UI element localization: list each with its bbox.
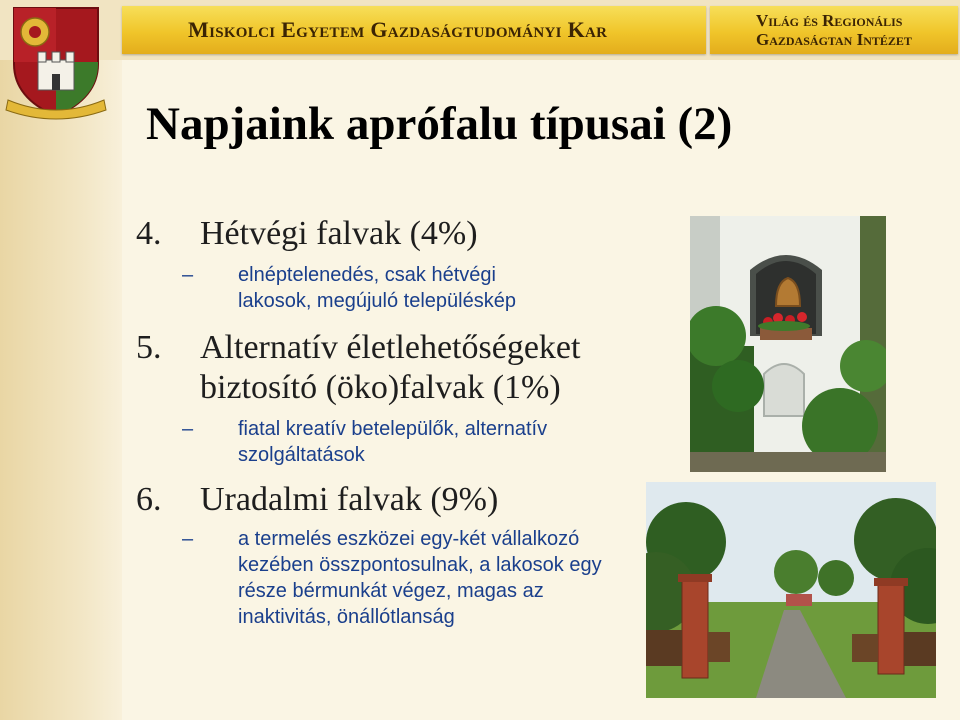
list-item-weekend-villages: [136, 214, 636, 254]
dash-bullet: –: [182, 264, 194, 286]
item-heading: Uradalmi falvak (9%): [200, 481, 499, 518]
sub-item-text-line: része bérmunkát végez, magas az: [238, 580, 544, 602]
sub-item-text-line: lakosok, megújuló településkép: [238, 290, 516, 312]
institute-banner: [710, 6, 958, 54]
item-number: 6.: [136, 481, 162, 518]
item-number: 5.: [136, 329, 162, 366]
manor-gate-illustration: [646, 482, 936, 698]
sub-item-estate-villages: [182, 526, 642, 630]
dash-bullet: –: [182, 418, 194, 440]
list-item-estate-villages: [136, 480, 636, 520]
sub-item-text-line: kezében összpontosulnak, a lakosok egy: [238, 554, 602, 576]
item-heading: Hétvégi falvak (4%): [200, 215, 478, 252]
sub-item-text-line: a termelés eszközei egy-két vállalkozó: [238, 528, 580, 550]
slide-title: Napjaink aprófalu típusai (2): [146, 98, 733, 150]
sub-item-text-line: szolgáltatások: [238, 444, 365, 466]
manor-gate-alley-photo: [646, 482, 936, 698]
dash-bullet: –: [182, 528, 194, 550]
house-bell-illustration: [690, 216, 886, 472]
village-house-bell-photo: [690, 216, 886, 472]
institution-name: Miskolci Egyetem Gazdaságtudományi Kar: [188, 17, 608, 42]
institute-name-line1: Világ és Regionális: [756, 11, 903, 30]
sub-item-text-line: inaktivitás, önállótlanság: [238, 606, 455, 628]
sub-item-text-line: fiatal kreatív betelepülők, alternatív: [238, 418, 548, 440]
university-crest-logo: [2, 2, 110, 122]
item-heading: biztosító (öko)falvak (1%): [200, 369, 561, 406]
item-number: 4.: [136, 215, 162, 252]
sub-item-weekend-villages: [182, 262, 602, 314]
sub-item-text-line: elnéptelenedés, csak hétvégi: [238, 264, 496, 286]
item-heading: Alternatív életlehetőségeket: [200, 329, 581, 366]
institution-banner: [122, 6, 706, 54]
sub-item-eco-villages: [182, 416, 642, 468]
institute-name-line2: Gazdaságtan Intézet: [756, 30, 912, 49]
list-item-eco-villages: [136, 328, 656, 408]
